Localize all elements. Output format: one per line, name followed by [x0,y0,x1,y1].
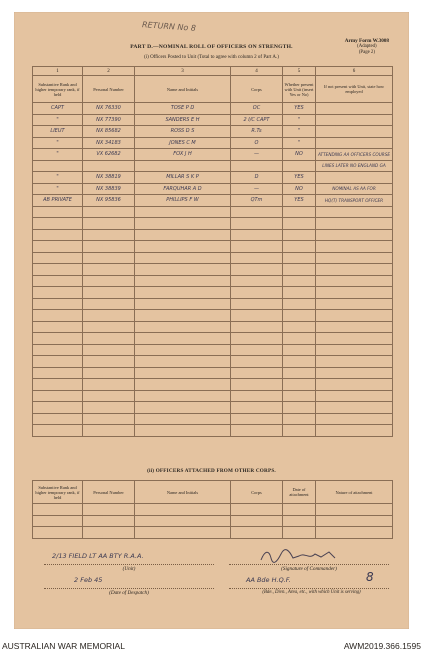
table-cell: HQ(T) TRANSPORT OFFICER [316,195,393,207]
table-cell: " [33,149,83,161]
table-cell [33,413,83,425]
bde-line [229,588,389,589]
column-number-row [33,67,393,76]
table-cell [316,333,393,345]
table-cell: — [231,149,283,161]
table-cell [83,504,135,516]
table-row [33,413,393,425]
table-cell [83,379,135,391]
table-cell [83,252,135,264]
table-cell [283,287,316,299]
table-cell: JONES C M [135,137,231,149]
officers-posted-table [32,66,393,437]
table-cell [316,103,393,115]
table-cell [135,298,231,310]
form-sheet [14,12,409,629]
unit-label: (Unit) [122,566,136,572]
table-cell: YES [283,195,316,207]
table-cell [316,344,393,356]
table-cell: NO [283,149,316,161]
table-cell: 2 I/C CAPT [231,114,283,126]
table-cell [33,356,83,368]
table-cell [316,275,393,287]
table-cell [231,241,283,253]
table-cell [33,252,83,264]
table-cell [83,515,135,527]
table-cell [83,275,135,287]
table-cell [231,218,283,230]
table-cell [283,390,316,402]
table-cell [33,206,83,218]
table-cell [83,527,135,539]
table-cell [33,321,83,333]
table-cell [231,344,283,356]
form-name: Army Form W.3008 [344,38,389,44]
table-cell [283,310,316,322]
table-cell: LINES LATER NO ENGLAND GA [316,160,393,172]
table-row [33,218,393,230]
table-cell [316,321,393,333]
table-cell [33,298,83,310]
table-cell [316,515,393,527]
table-row [33,149,393,161]
table-cell [316,413,393,425]
table-cell [316,114,393,126]
column-header: Corps [231,481,283,504]
table-cell: " [283,114,316,126]
table-cell [231,413,283,425]
table-cell [231,515,283,527]
table-row [33,114,393,126]
despatch-label: (Date of Despatch) [109,590,149,596]
table-cell [83,390,135,402]
table-cell [83,356,135,368]
table-cell [83,413,135,425]
table-cell [316,425,393,437]
table-cell: FOX J H [135,149,231,161]
table-cell [83,321,135,333]
column-header: Substantive Rank and higher temporary rank, if held [33,481,83,504]
table-cell [135,425,231,437]
table-cell [231,206,283,218]
form-adapted: (Adapted) [357,44,377,49]
table-cell [231,287,283,299]
unit-line [44,564,214,565]
table-cell [283,160,316,172]
table-cell [231,321,283,333]
table-row [33,333,393,345]
table-cell [33,333,83,345]
table-cell: " [283,126,316,138]
signature-line [229,564,389,565]
table-cell: " [33,137,83,149]
table-row [33,298,393,310]
table-cell [231,252,283,264]
table-cell [231,356,283,368]
table-cell [316,241,393,253]
bde-value: AA Bde H.Q.F. [246,576,291,584]
table-cell [316,356,393,368]
table-cell [316,172,393,184]
table-cell: NO [283,183,316,195]
column-header: Whether present with Unit (insert Yes or No) [283,76,316,103]
table-cell: NX 77390 [83,114,135,126]
table-row [33,103,393,115]
table-cell [283,298,316,310]
table-cell: YES [283,172,316,184]
table-cell [135,379,231,391]
table-cell [316,527,393,539]
table-cell: NOMINAL AS AA FOR [316,183,393,195]
table-cell [283,241,316,253]
caption-bar [0,639,425,653]
column-number: 6 [316,67,393,76]
table-cell [316,264,393,276]
table-row [33,321,393,333]
table-cell [135,344,231,356]
column-number: 1 [33,67,83,76]
table-cell [231,425,283,437]
table-row [33,264,393,276]
table-cell [135,527,231,539]
column-number: 5 [283,67,316,76]
table-row [33,356,393,368]
form-page: (Page 2) [358,50,375,55]
table-cell [33,379,83,391]
table-cell [83,206,135,218]
table-cell [283,413,316,425]
table-cell [231,275,283,287]
table-cell: CAPT [33,103,83,115]
table-cell: " [283,137,316,149]
unit-value: 2/13 FIELD LT AA BTY R.A.A. [52,552,144,560]
table-cell [83,298,135,310]
table-cell: OC [231,103,283,115]
table-row [33,206,393,218]
table-cell: ROSS D S [135,126,231,138]
table-row [33,367,393,379]
table-cell [33,287,83,299]
table-cell [316,287,393,299]
table-cell [283,275,316,287]
table-cell: R.Ts [231,126,283,138]
table-row [33,126,393,138]
table-cell [231,229,283,241]
table-cell [83,425,135,437]
table-cell [283,229,316,241]
table-cell [33,425,83,437]
table-cell [33,160,83,172]
table-row [33,390,393,402]
table-cell [283,333,316,345]
table-cell [33,241,83,253]
table-cell: D [231,172,283,184]
table-cell [231,504,283,516]
table-cell [316,126,393,138]
table-cell [135,252,231,264]
caption-left: AUSTRALIAN WAR MEMORIAL [2,641,125,651]
table-cell [231,264,283,276]
table-cell [83,160,135,172]
table-cell [135,321,231,333]
table-row [33,241,393,253]
table-cell [33,218,83,230]
table-cell [33,344,83,356]
table-cell [135,333,231,345]
table-cell [33,275,83,287]
column-header: Name and Initials [135,76,231,103]
column-header: Personal Number [83,481,135,504]
table-cell [316,390,393,402]
table-cell [231,402,283,414]
table-cell [135,515,231,527]
table-cell [283,252,316,264]
table-row [33,515,393,527]
table-cell: NX 85682 [83,126,135,138]
table-cell: AB PRIVATE [33,195,83,207]
table-cell [33,504,83,516]
table-row [33,379,393,391]
table-cell [135,367,231,379]
table-row [33,229,393,241]
table-cell [231,367,283,379]
table-cell [283,504,316,516]
table-row [33,252,393,264]
table-cell [283,527,316,539]
table-cell [33,390,83,402]
table-cell: TOSE P D [135,103,231,115]
column-header: Nature of attachment [316,481,393,504]
table-cell [316,379,393,391]
table-cell [231,333,283,345]
table-cell: NX 76330 [83,103,135,115]
table-cell [283,425,316,437]
table-cell: — [231,183,283,195]
table-cell [316,402,393,414]
table-cell: VX 62682 [83,149,135,161]
table-cell [283,321,316,333]
table-cell [135,229,231,241]
column-header: Personal Number [83,76,135,103]
table-cell [33,310,83,322]
table-cell [231,390,283,402]
table-cell [231,160,283,172]
header-row [33,76,393,103]
table-cell [135,218,231,230]
table-cell [283,515,316,527]
table-cell [83,344,135,356]
table-cell [83,310,135,322]
table-cell [231,379,283,391]
table-cell: SANDERS E H [135,114,231,126]
table-cell: PHILLIPS F W [135,195,231,207]
part-d-subtitle: (i) Officers Posted to Unit (Total to agree with column 2 of Part A.) [144,55,279,60]
table-cell [135,287,231,299]
table-cell [231,527,283,539]
table-cell [83,287,135,299]
table-cell [283,264,316,276]
table-cell [316,137,393,149]
column-header: Date of attachment [283,481,316,504]
table-row [33,402,393,414]
table-cell [33,367,83,379]
table-cell [135,206,231,218]
table-cell [135,413,231,425]
header-row [33,481,393,504]
column-header: Corps [231,76,283,103]
table-row [33,425,393,437]
table-cell [33,515,83,527]
officers-attached-table [32,480,393,539]
table-cell [283,206,316,218]
table-cell [283,356,316,368]
column-header: Name and Initials [135,481,231,504]
table-cell: O [231,137,283,149]
table-cell [283,402,316,414]
table-cell [135,241,231,253]
table-row [33,310,393,322]
return-number-scribble: RETURN No 8 [141,20,197,33]
table-cell [283,379,316,391]
table-cell: NX 34183 [83,137,135,149]
table-cell [33,527,83,539]
table-row [33,287,393,299]
table-cell [135,504,231,516]
signature-scribble-icon [259,548,339,564]
table-cell: NX 38819 [83,172,135,184]
table-cell: " [33,172,83,184]
table-row [33,160,393,172]
column-number: 4 [231,67,283,76]
table-cell: NX 95836 [83,195,135,207]
table-cell [283,367,316,379]
table-cell [135,390,231,402]
table-cell: ATTENDING AA OFFICERS COURSE [316,149,393,161]
table-cell [135,356,231,368]
caption-right: AWM2019.366.1595 [343,641,421,651]
table-cell [316,206,393,218]
table-cell: FARQUHAR A D [135,183,231,195]
table-row [33,137,393,149]
part-d-title: PART D.—NOMINAL ROLL OF OFFICERS ON STRENGTH. [130,44,293,50]
table-cell [316,252,393,264]
table-cell [316,367,393,379]
table-cell [231,310,283,322]
table-row [33,183,393,195]
despatch-date-value: 2 Feb 45 [74,576,103,584]
table-cell [135,264,231,276]
table-cell [83,229,135,241]
table-cell [316,298,393,310]
table-cell: QTm [231,195,283,207]
table-row [33,275,393,287]
table-cell [83,333,135,345]
table-cell: " [33,183,83,195]
section-ii-title: (ii) OFFICERS ATTACHED FROM OTHER CORPS. [147,468,276,474]
table-cell [33,264,83,276]
table-row [33,527,393,539]
table-cell [316,504,393,516]
table-cell [316,310,393,322]
table-cell [83,367,135,379]
column-header: If not present with Unit, state how employed [316,76,393,103]
table-cell: MILLAR S K P [135,172,231,184]
table-row [33,504,393,516]
table-cell [33,229,83,241]
table-cell: YES [283,103,316,115]
table-cell [316,218,393,230]
table-cell [33,402,83,414]
column-number: 3 [135,67,231,76]
table-cell [283,218,316,230]
column-header: Substantive Rank and higher temporary rank, if held [33,76,83,103]
table-cell [83,402,135,414]
table-cell [283,344,316,356]
table-cell [83,241,135,253]
table-cell [135,310,231,322]
table-cell: NX 38839 [83,183,135,195]
signature-label: (Signature of Commander) [281,566,337,572]
table-row [33,172,393,184]
table-cell [135,402,231,414]
table-cell [83,264,135,276]
table-cell: " [33,114,83,126]
column-number: 2 [83,67,135,76]
table-cell [316,229,393,241]
bde-label: (Bde., Divn., Area, etc., with which Unit is serving) [262,590,361,595]
table-cell [135,160,231,172]
despatch-line [44,588,214,589]
table-cell: LIEUT [33,126,83,138]
table-row [33,195,393,207]
table-cell [135,275,231,287]
table-row [33,344,393,356]
initial-mark: 8 [366,570,374,584]
table-cell [83,218,135,230]
table-cell [231,298,283,310]
